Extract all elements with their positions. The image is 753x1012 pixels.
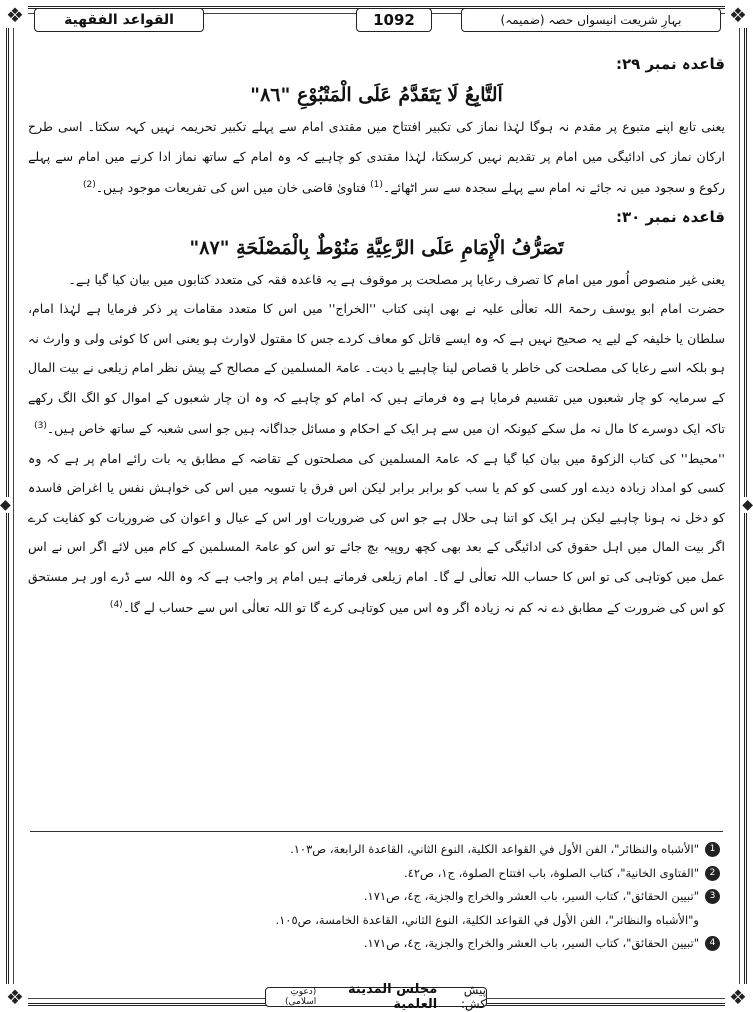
corner-ornament-icon: ❖ [2,984,28,1010]
section-title: القواعد الفقهية [34,8,204,32]
footnote-item [30,885,720,909]
rule-29-arabic: اَلتَّابِعُ لَا يَتَقَدَّمُ عَلَى الْمَتْبُوْعِ "٨٦" [250,84,503,106]
publisher-footer [265,982,487,1012]
page-header [26,6,727,34]
footnote-marker: (2) [82,180,96,190]
rule-30-heading: قاعدہ نمبر ۳۰: [615,207,725,226]
footnote-item [30,838,720,862]
rule-29-heading: قاعدہ نمبر ۲۹: [615,55,725,73]
footnote-marker: (3) [34,421,47,432]
rule-29-text: یعنی تابع اپنے متبوع پر مقدم نہ ہوگا لہٰذا نماز کی تکبیر افتتاح میں مقتدی امام سے پہلے تکبیر تحریمہ نہیں کہہ سکتا۔ اسی طرح ارکان نماز کی ادائیگی میں امام پر تقدیم نہیں کرسکتا، لہٰذا مقتدی کو چاہیے کہ وہ امام کے ساتھ نماز ادا کرنے میں امام سے پہلے رکوع و سجود میں نہ جائے نہ امام سے پہلے سجدہ سے سر اٹھائے۔$^{(1)}$ فتاویٰ قاضی خان میں اس کی تفریعات موجود ہیں۔$^{(2)}$ [28,119,725,196]
corner-ornament-icon: ❖ [2,2,28,28]
book-title: بہارِ شریعت انیسواں حصہ (ضمیمہ) [461,8,721,32]
rule-30-para-1: یعنی غیر منصوص اُمور میں امام کا تصرف رعایا پر مصلحت پر موقوف ہے یہ قاعدہ فقہ کی متعدد کتابوں میں بیان کیا گیا ہے۔ [68,271,725,287]
footnote-item [30,862,720,886]
footnote-number: 4 [705,936,720,951]
footnote-marker: (4) [109,600,123,611]
page-number: 1092 [356,8,432,32]
rule-30-para-3: ''محیط'' کی کتاب الزکوۃ میں بیان کیا گیا ہے کہ عامۃ المسلمین کی مصلحتوں کے تقاضہ کے مطابق یہ بات رائے امام پر ہے کہ وہ کسی کو امداد زیادہ دیدے اور کسی کو کم یا سب کو برابر برابر لیکن اس فرق یا تسویہ میں اس کی خواہش نفس یا اغراض فاسدہ کو دخل نہ ہونا چاہیے لیکن ہر ایک کو اتنا ہی حلال ہے جو اس کی ضروریات اور اس کے عیال و اعوان کی ضروریات کو کفایت کرے اگر بیت المال میں اہل حقوق کی ادائیگی کے بعد بھی کچھ روپیہ بچ جائے تو اس کو عامۃ المسلمین کے کام میں لائے اگر اس نے اس عمل میں کوتاہی کی تو اس کا حساب اللہ تعالٰی لے گا۔ امام زیلعی فرماتے ہیں امام پر واجب ہے کہ وہ اللہ سے ڈرے اور ہر مستحق کو اس کی ضرورت کے مطابق دے نہ کم نہ زیادہ اگر وہ اس میں کوتاہی کرے گا تو اللہ تعالٰی اس سے حساب لے گا۔$^{(4)}$ [28,450,725,616]
footnote-text: و"الأشباه والنظائر"، الفن الأول في القواعد الكلية، النوع الثاني، القاعدة الخامسة، ص١٠٥. [275,912,699,927]
footnote-divider [30,831,723,832]
footnote-item [30,932,720,956]
publisher-name: مجلس المدينة العلمية [348,982,438,1012]
corner-ornament-icon: ❖ [725,2,751,28]
footnote-number: 3 [705,889,720,904]
footnote-text: "تبيين الحقائق"، كتاب السير، باب العشر والخراج والجزية، ج٤، ص١٧١. [363,889,699,903]
footnote-item [30,909,720,933]
publisher-sub: (دعوتِ اسلامی) [284,987,317,1007]
footnote-number: 1 [705,842,720,857]
edge-ornament-icon: ◆ [0,497,11,513]
main-content [28,50,725,623]
footnote-text: "الفتاوى الخانية"، كتاب الصلوة، باب افتتاح الصلوة، ج١، ص٤٢. [404,865,699,880]
rule-30-para-2: حضرت امام ابو یوسف رحمۃ اللہ تعالٰی علیہ نے بھی اپنی کتاب ''الخراج'' میں اس کا متعدد مقامات پر ذکر فرمایا ہے لہٰذا امام، سلطان یا خلیفہ کے لیے یہ صحیح نہیں ہے کہ وہ ایسے قاتل کو معاف کردے جس کا مقتول لاوارث ہو یعنی اس کا کوئی ولی و وارث نہ ہو بلکہ اسے رعایا کی مصلحت کی خاطر یا قصاص لینا چاہیے یا دیت۔ عامۃ المسلمین کے مصالح کے پیش نظر امام زیلعی نے بیت المال کے سرمایہ کو چار شعبوں میں تقسیم فرمایا ہے وہ فرماتے ہیں کہ امام کو چاہیے کہ وہ ان چار شعبوں کے اموال کو الگ الگ رکھے تاکہ ایک دوسرے کا مال نہ مل سکے کیونکہ ان میں سے ہر ایک کے احکام و مسائل جداگانہ ہیں جو اسی شعبہ کے ساتھ خاص ہیں۔$^{(3)}$ [28,301,725,437]
footnote-number: 2 [705,866,720,881]
footnote-text: "الأشباه والنظائر"، الفن الأول في القواعد الكلية، النوع الثاني، القاعدة الرابعة، ص١٠٣. [290,842,699,856]
footer-prefix: پیش کش: [460,983,486,1011]
corner-ornament-icon: ❖ [725,984,751,1010]
footnote-marker: (1) [370,180,383,190]
footnotes [30,838,720,956]
footnote-text: "تبيين الحقائق"، كتاب السير، باب العشر والخراج والجزية، ج٤، ص١٧١. [363,936,699,950]
edge-ornament-icon: ◆ [742,497,753,513]
rule-30-arabic: تَصَرُّفُ الْإِمَامِ عَلَى الرَّعِيَّةِ مَنُوْطٌ بِالْمَصْلَحَةِ "٨٧" [189,236,564,259]
